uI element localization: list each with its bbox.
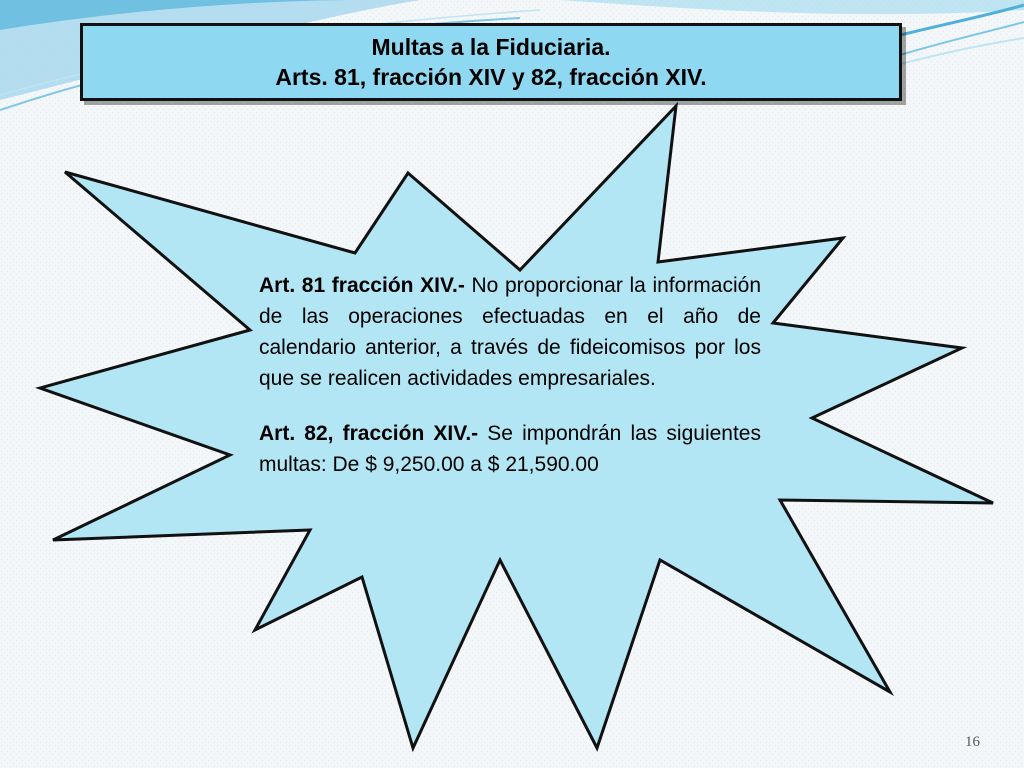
slide-title-box <box>80 23 902 101</box>
burst-text-block <box>259 270 761 504</box>
article-81-body: No proporcionar la información de las operaciones efectuadas en el año de calendario anterior, a través de fideicomisos por los que se realicen actividades empresariales. <box>259 274 762 390</box>
article-82-body: Se impondrán las siguientes multas: De $ 9,250.00 a $ 21,590.00 <box>259 422 761 476</box>
page-number: 16 <box>965 734 980 750</box>
article-82-lead: Art. 82, fracción XIV.- <box>259 422 479 445</box>
slide-title-line-2: Arts. 81, fracción XIV y 82, fracción XIV. <box>275 64 707 90</box>
slide-title-line-1: Multas a la Fiduciaria. <box>371 34 611 60</box>
article-81-paragraph <box>259 270 761 394</box>
article-82-paragraph <box>259 418 761 480</box>
article-81-lead: Art. 81 fracción XIV.- <box>259 274 465 297</box>
